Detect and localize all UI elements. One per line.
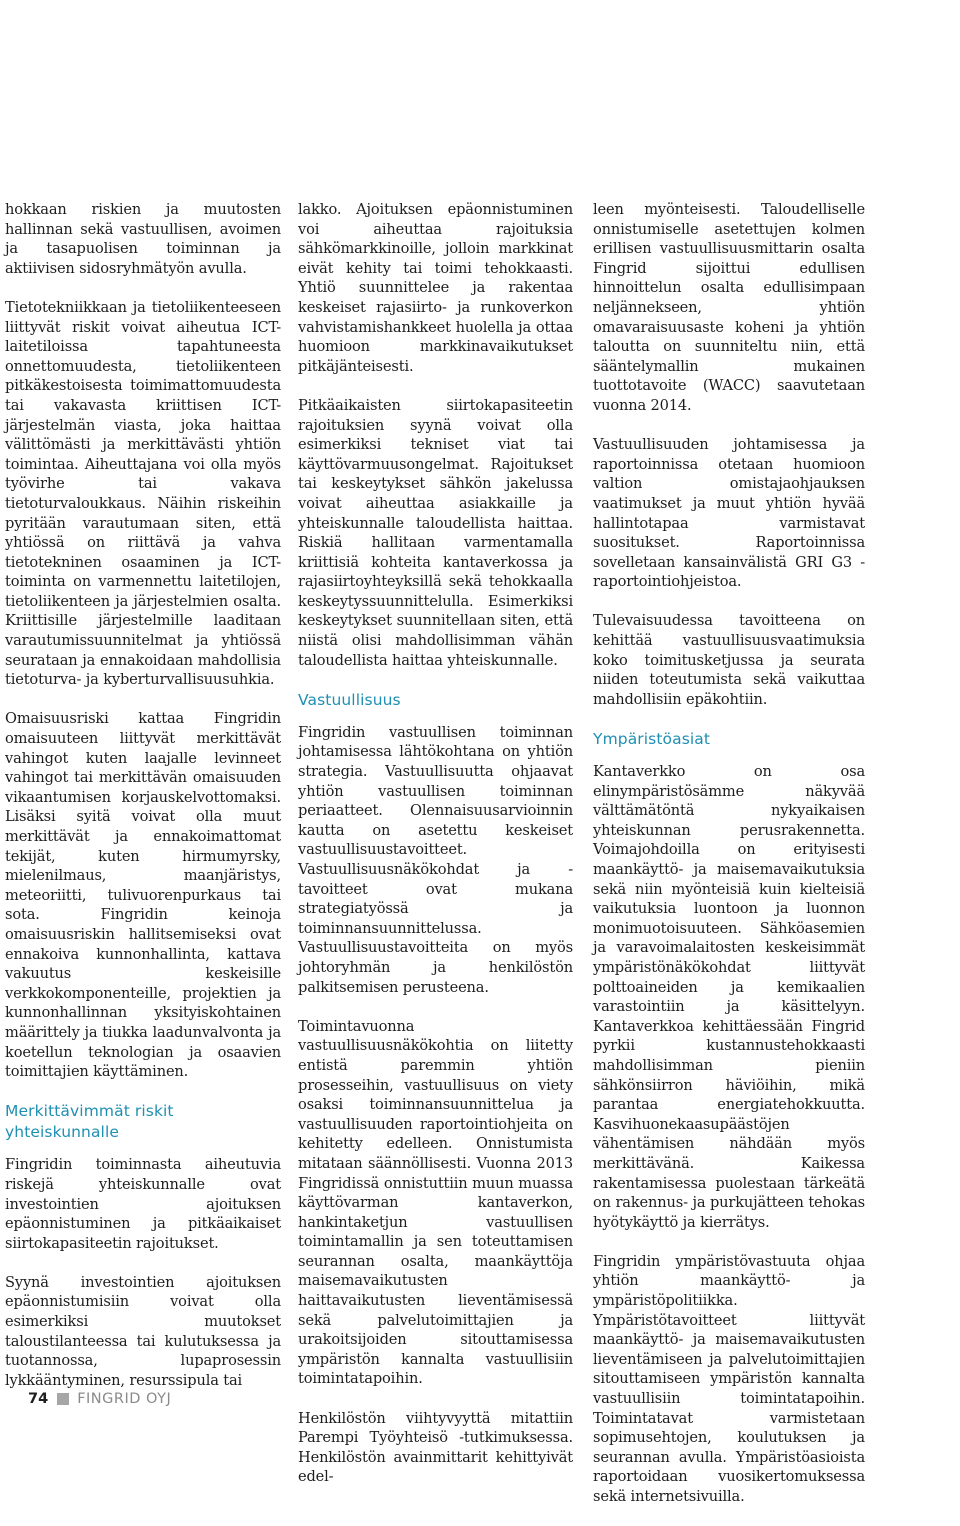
paragraph: Pitkäaikaisten siirtokapasiteetin rajoituksien syynä voivat olla esimerkiksi tekniset viat tai käyttövarmuusongelmat. Rajoitukset tai keskeytykset sähkön jakelussa voivat aiheuttaa asiakkaille ja yhteiskunnalle taloudellista haittaa. Riskiä hallitaan varmentamalla kriittisiä kohteita kantaverkossa ja rajasiirtoyhteyksillä sekä tehokkaalla keskeytyssuunnittelulla. Esimerkiksi keskeytykset suunnitellaan siten, että niistä olisi mahdollisimman vähän taloudellista haittaa yhteiskunnalle. bbox=[298, 396, 573, 669]
section-heading: Merkittävimmät riskit yhteiskunnalle bbox=[5, 1102, 174, 1142]
paragraph: Tietotekniikkaan ja tietoliikenteeseen liittyvät riskit voivat aiheutua ICT-laitetiloissa tapahtuneesta onnettomuudesta, tietoliikenteen pitkäkestoisesta toimimattomuudesta tai vakavasta kriittisen ICT-järjestelmän viasta, joka haittaa välittömästi ja merkittävästi yhtiön toimintaa. Aiheuttajana voi olla myös työvirhe tai vakava tietoturvaloukkaus. Näihin riskeihin pyritään varautumaan siten, että yhtiössä on riittävä ja vahva tietotekninen osaaminen ja ICT-toiminta on varmennettu laitetilojen, tietoliikenteen ja järjestelmien osalta. Kriittisille järjestelmille laaditaan varautumissuunnitelmat ja yhtiössä seurataan ja ennakoidaan mahdollisia tietoturva- ja kyberturvallisuusuhkia. bbox=[5, 298, 281, 689]
paragraph: Henkilöstön viihtyvyyttä mitattiin Parempi Työyhteisö -tutkimuksessa. Henkilöstön avainmittarit kehittyivät edel- bbox=[298, 1409, 573, 1486]
paragraph: Omaisuusriski kattaa Fingridin omaisuuteen liittyvät merkittävät vahingot kuten laajalle levinneet vahingot tai merkittävän omaisuuden vikaantumisen korjauskelvottomaksi. Lisäksi syitä voivat olla muut merkittävät ja ennakoimattomat tekijät, kuten hirmumyrsky, mielenilmaus, maanjäristys, meteoriitti, tulivuorenpurkaus tai sota. Fingridin keinoja omaisuusriskin hallitsemiseksi ovat ennakoiva kunnonhallinta, kattava vakuutus keskeisille verkkokomponenteille, projektien ja kunnonhallinnan yksityiskohtainen määrittely ja tiukka laadunvalvonta ja koetellun teknologian ja osaavien toimittajien käyttäminen. bbox=[5, 710, 281, 1081]
text-column-3 bbox=[593, 200, 865, 1526]
paragraph: Fingridin toiminnasta aiheutuvia riskejä yhteiskunnalle ovat investointien ajoituksen epäonnistuminen ja pitkäaikaiset siirtokapasiteetin rajoitukset. bbox=[5, 1156, 281, 1252]
paragraph: Fingridin vastuullisen toiminnan johtamisessa lähtökohtana on yhtiön strategia. Vastuullisuutta ohjaavat yhtiön vastuullisen toiminnan periaatteet. Olennaisuusarvioinnin kautta on asetettu keskeiset vastuullisuustavoitteet. Vastuullisuusnäkökohdat ja -tavoitteet ovat mukana strategiatyössä ja toiminnansuunnittelussa. Vastuullisuustavoitteita on myös johtoryhmän ja henkilöstön palkitsemisen perusteena. bbox=[298, 723, 573, 996]
section-heading: Vastuullisuus bbox=[298, 690, 401, 709]
page-number: 74 bbox=[28, 1391, 49, 1407]
paragraph: Vastuullisuuden johtamisessa ja raportoinnissa otetaan huomioon valtion omistajaohjauksen vaatimukset ja muut yhtiön hyvää hallintotapaa varmistavat suositukset. Raportoinnissa sovelletaan kansainvälistä GRI G3 -raportointiohjeistoa. bbox=[593, 436, 865, 591]
paragraph: Fingridin ympäristövastuuta ohjaa yhtiön maankäyttö- ja ympäristöpolitiikka. Ympäristötavoitteet liittyvät maankäyttö- ja maisemavaikutusten lieventämiseen ja palvelutoimittajien sitouttamiseen ympäristön kannalta vastuullisiin toimintatapoihin. Toimintatavat varmistetaan sopimusehtojen, koulutuksen ja seurannan avulla. Ympäristöasioista raportoidaan vuosikertomuksessa sekä internetsivuilla. bbox=[593, 1252, 865, 1505]
page-footer bbox=[28, 1388, 171, 1410]
section-heading: Ympäristöasiat bbox=[593, 730, 711, 749]
text-column-1 bbox=[5, 200, 281, 1410]
company-name: FINGRID OYJ bbox=[77, 1391, 172, 1407]
paragraph: leen myönteisesti. Taloudelliselle onnistumiselle asetettujen kolmen erillisen vastuullisuusmittarin osalta Fingrid sijoittui edullisen hinnoittelun osalta edullisimpaan neljännekseen, yhtiön omavaraisuusaste koheni ja yhtiön taloutta on suunniteltu niin, että sääntelymallin mukainen tuottotavoite (WACC) saavutetaan vuonna 2014. bbox=[593, 201, 865, 414]
square-bullet-icon bbox=[57, 1393, 69, 1405]
paragraph: Tulevaisuudessa tavoitteena on kehittää vastuullisuusvaatimuksia koko toimitusketjussa ja seurata niiden toteutumista sekä vaikuttaa mahdollisiin epäkohtiin. bbox=[593, 612, 865, 708]
paragraph: Syynä investointien ajoituksen epäonnistumisiin voivat olla esimerkiksi muutokset taloustilanteessa tai kulutuksessa ja tuotannossa, lupaprosessin lykkääntyminen, resurssipula tai bbox=[5, 1273, 281, 1389]
text-column-2 bbox=[298, 200, 573, 1507]
paragraph: lakko. Ajoituksen epäonnistuminen voi aiheuttaa rajoituksia sähkömarkkinoille, jolloin markkinat eivät kehity tai toimi tehokkaasti. Yhtiö suunnittelee ja rakentaa keskeiset rajasiirto- ja runkoverkon vahvistamishankkeet huolella ja ottaa huomioon markkinavaikutukset pitkäjänteisesti. bbox=[298, 201, 573, 375]
paragraph: hokkaan riskien ja muutosten hallinnan sekä vastuullisen, avoimen ja tasapuolisen toiminnan ja aktiivisen sidosryhmätyön avulla. bbox=[5, 201, 281, 277]
paragraph: Kantaverkko on osa elinympäristösämme näkyvää välttämätöntä nykyaikaisen yhteiskunnan perusrakennetta. Voimajohdoilla on erityisesti maankäyttö- ja maisemavaikutuksia sekä niin myönteisiä kuin kielteisiä vaikutuksia luontoon ja luonnon monimuotoisuuteen. Sähköasemien ja varavoimalaitosten keskeisimmät ympäristönäkökohdat liittyvät polttoaineiden ja kemikaalien varastointiin ja käsittelyyn. Kantaverkkoa kehittäessään Fingrid pyrkii kustannustehokkaasti mahdollisimman pieniin sähkönsiirron häviöihin, mikä parantaa energiatehokkuutta. Kasvihuonekaasupäästöjen vähentämisen nähdään myös merkittävänä. Kaikessa rakentamisessa puolestaan tärkeätä on rakennus- ja purkujätteen tehokas hyötykäyttö ja kierrätys. bbox=[593, 763, 865, 1231]
paragraph: Toimintavuonna vastuullisuusnäkökohtia on liitetty entistä paremmin yhtiön prosesseihin, vastuullisuus on viety osaksi toiminnansuunnittelua ja vastuullisuuden raportointiohjeita on kehitetty edelleen. Onnistumista mitataan säännöllisesti. Vuonna 2013 Fingridissä onnistuttiin muun muassa käyttövarman kantaverkon, hankintaketjun vastuullisen toimintamallin ja sen toteuttamisen seurannan osalta, maankäyttöja maisemavaikutusten haittavaikutusten lieventämisessä sekä palvelutoimittajien ja urakoitsijoiden sitouttamisessa ympäristön kannalta vastuullisiin toimintatapoihin. bbox=[298, 1017, 573, 1388]
